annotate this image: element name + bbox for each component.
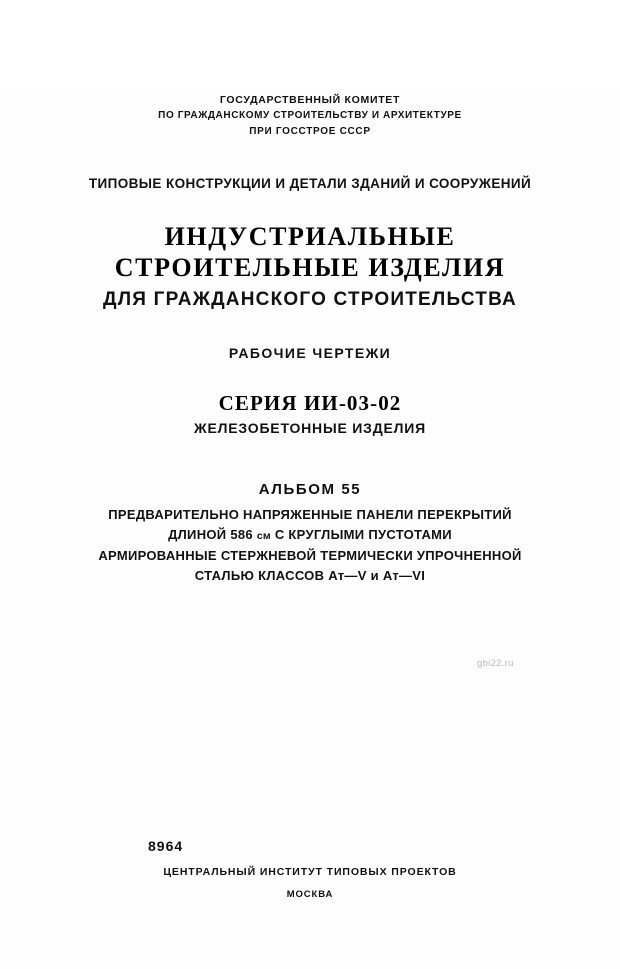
institute-name: ЦЕНТРАЛЬНЫЙ ИНСТИТУТ ТИПОВЫХ ПРОЕКТОВ (163, 866, 457, 878)
steel-class-1: Ат—V (328, 568, 367, 583)
working-drawings-label: РАБОЧИЕ ЧЕРТЕЖИ (228, 345, 392, 361)
album-desc-line-2 (0, 525, 620, 546)
album-desc-conjunction: и (370, 568, 379, 583)
series-number: СЕРИЯ ИИ-03-02 (218, 391, 402, 415)
steel-class-2: Ат—VI (382, 568, 426, 583)
main-title-line-2: СТРОИТЕЛЬНЫЕ ИЗДЕЛИЯ (114, 253, 506, 282)
agency-line-1: ГОСУДАРСТВЕННЫЙ КОМИТЕТ (219, 94, 401, 106)
album-desc-line-1: ПРЕДВАРИТЕЛЬНО НАПРЯЖЕННЫЕ ПАНЕЛИ ПЕРЕКРЫТИЙ (108, 507, 512, 522)
album-desc-line-4-a: СТАЛЬЮ КЛАССОВ (194, 568, 325, 583)
agency-line-3: ПРИ ГОССТРОЕ СССР (249, 126, 371, 137)
album-desc-unit-cm: см (256, 530, 271, 542)
album-number: АЛЬБОМ 55 (258, 481, 362, 498)
main-title (0, 221, 620, 283)
album-desc-line-3: АРМИРОВАННЫЕ СТЕРЖНЕВОЙ ТЕРМИЧЕСКИ УПРОЧНЕННОЙ (98, 548, 522, 563)
city-name: МОСКВА (286, 889, 334, 900)
album-description (0, 505, 620, 586)
album-desc-line-4 (0, 566, 620, 586)
document-page (0, 92, 620, 969)
typical-constructions-line: ТИПОВЫЕ КОНСТРУКЦИИ И ДЕТАЛИ ЗДАНИЙ И СООРУЖЕНИЙ (88, 176, 532, 191)
document-code: 8964 (148, 838, 184, 854)
album-desc-line-2-c: С КРУГЛЫМИ ПУСТОТАМИ (274, 527, 452, 542)
album-desc-line-2-a: ДЛИНОЙ 586 (168, 527, 253, 542)
main-title-line-1: ИНДУСТРИАЛЬНЫЕ (164, 222, 456, 251)
agency-line-2: ПО ГРАЖДАНСКОМУ СТРОИТЕЛЬСТВУ И АРХИТЕКТУРЕ (158, 110, 462, 121)
watermark: gbi22.ru (477, 658, 514, 669)
agency-block (0, 92, 620, 140)
subtitle: ДЛЯ ГРАЖДАНСКОГО СТРОИТЕЛЬСТВА (103, 289, 517, 310)
series-subtitle: ЖЕЛЕЗОБЕТОННЫЕ ИЗДЕЛИЯ (194, 420, 426, 436)
